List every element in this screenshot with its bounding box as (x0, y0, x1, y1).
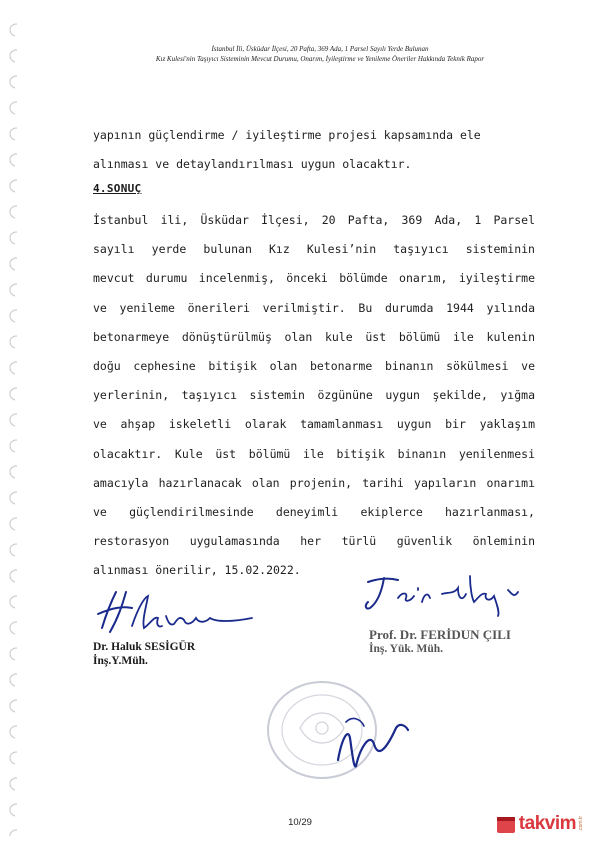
body-line: mevcut durumu incelenmiş, önceki bölümde onarım, iyileştirme (93, 271, 535, 286)
signature-right-title: İnş. Yük. Müh. (369, 643, 444, 655)
signature-left (93, 640, 195, 668)
body-last-line: alınması önerilir, 15.02.2022. (93, 563, 301, 578)
signature-right-name: Prof. Dr. FERİDUN ÇILI (369, 627, 511, 642)
body-line: yerlerinin, taşıyıcı sistemin özgününe uygun şekilde, yığma (93, 388, 535, 403)
watermark-text: takvim (518, 813, 576, 834)
signature-left-name: Dr. Haluk SESİGÜR (93, 641, 196, 653)
body-line: sayılı yerde bulunan Kız Kulesi’nin taşıyıcı sisteminin (93, 242, 535, 257)
section-heading: 4.SONUÇ (93, 182, 142, 195)
body-line: ve ahşap iskeletli olarak tamamlanması uygun bir yaklaşım (93, 417, 535, 432)
watermark (495, 813, 584, 835)
binding-rings (6, 16, 20, 836)
body-line: İstanbul ili, Üsküdar İlçesi, 20 Pafta, 369 Ada, 1 Parsel (93, 213, 535, 227)
body-line: olacaktır. Kule üst bölümü ile bitişik binanın yenilenmesi (93, 446, 535, 461)
body-line: amacıyla hazırlanacak olan projenin, tarihi yapıların onarımı (93, 475, 535, 490)
intro-line-2: alınması ve detaylandırılması uygun olacaktır. (93, 157, 412, 171)
page-number: 10/29 (288, 817, 312, 828)
body-line: restorasyon uygulamasında her türlü güvenlik önleminin (93, 534, 535, 549)
signature-left-icon (92, 588, 262, 638)
header-line-2: Kız Kulesi'nin Taşıyıcı Sisteminin Mevcut Durumu, Onarım, İyileştirme ve Yenileme Öneriler Hakkında Teknik Rapor (155, 55, 485, 63)
seal-stamp-icon (260, 678, 420, 788)
header-line-1: İstanbul İli, Üsküdar İlçesi, 20 Pafta, 369 Ada, 1 Parsel Sayılı Yerde Bulunan (211, 45, 429, 53)
intro-line-1: yapının güçlendirme / iyileştirme projesi kapsamında ele (93, 128, 481, 142)
signature-left-title: İnş.Y.Müh. (93, 655, 148, 667)
document-header (60, 44, 580, 64)
watermark-suffix: .com.tr (578, 816, 584, 832)
body-line: betonarmeye dönüştürülmüş olan kule üst bölümü ile kulenin (93, 329, 535, 344)
signature-right-icon (362, 568, 532, 618)
body-line: ve güçlendirilmesinde deneyimli ekiplerce hazırlanması, (93, 505, 535, 519)
takvim-logo-icon (495, 813, 517, 835)
body-line: ve yenileme önerileri verilmiştir. Bu durumda 1944 yılında (93, 300, 535, 315)
body-line: doğu cephesine bitişik olan betonarme binanın sökülmesi ve (93, 359, 535, 373)
signature-right (369, 628, 511, 656)
